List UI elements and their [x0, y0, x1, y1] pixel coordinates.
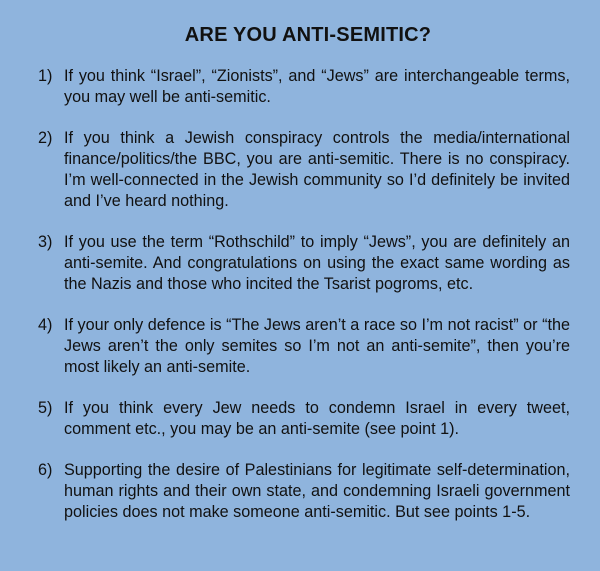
item-text: If you use the term “Rothschild” to imply “Jews”, you are definitely an anti-semite. And congratulations on using the exact same wording as the Nazis and those who incited the Tsarist pogroms, etc.	[64, 233, 570, 293]
item-text: If you think a Jewish conspiracy controls the media/international finance/politics/the BBC, you are anti-semitic. There is no conspiracy. I’m well-connected in the Jewish community so I’d definitely be invited and I’ve heard nothing.	[64, 129, 570, 210]
item-text: Supporting the desire of Palestinians for legitimate self-determination, human rights and their own state, and condemning Israeli government policies does not make someone anti-semitic. But see points 1-5.	[64, 461, 570, 521]
list-item	[38, 460, 570, 523]
item-number: 2)	[38, 129, 53, 147]
item-text: If your only defence is “The Jews aren’t a race so I’m not racist” or “the Jews aren’t the only semites so I’m not an anti-semite”, then you’re most likely an anti-semite.	[64, 316, 570, 376]
page-title: ARE YOU ANTI-SEMITIC?	[184, 24, 432, 46]
item-text: If you think “Israel”, “Zionists”, and “Jews” are interchangeable terms, you may well be anti-semitic.	[64, 67, 570, 106]
item-number: 1)	[38, 67, 53, 85]
list-item	[38, 398, 570, 440]
item-number: 3)	[38, 233, 53, 251]
points-list	[38, 66, 570, 523]
item-number: 6)	[38, 461, 53, 479]
list-item	[38, 128, 570, 212]
item-number: 5)	[38, 399, 53, 417]
item-text: If you think every Jew needs to condemn Israel in every tweet, comment etc., you may be an anti-semite (see point 1).	[64, 399, 570, 438]
list-item	[38, 66, 570, 108]
list-item	[38, 232, 570, 295]
item-number: 4)	[38, 316, 53, 334]
list-item	[38, 315, 570, 378]
